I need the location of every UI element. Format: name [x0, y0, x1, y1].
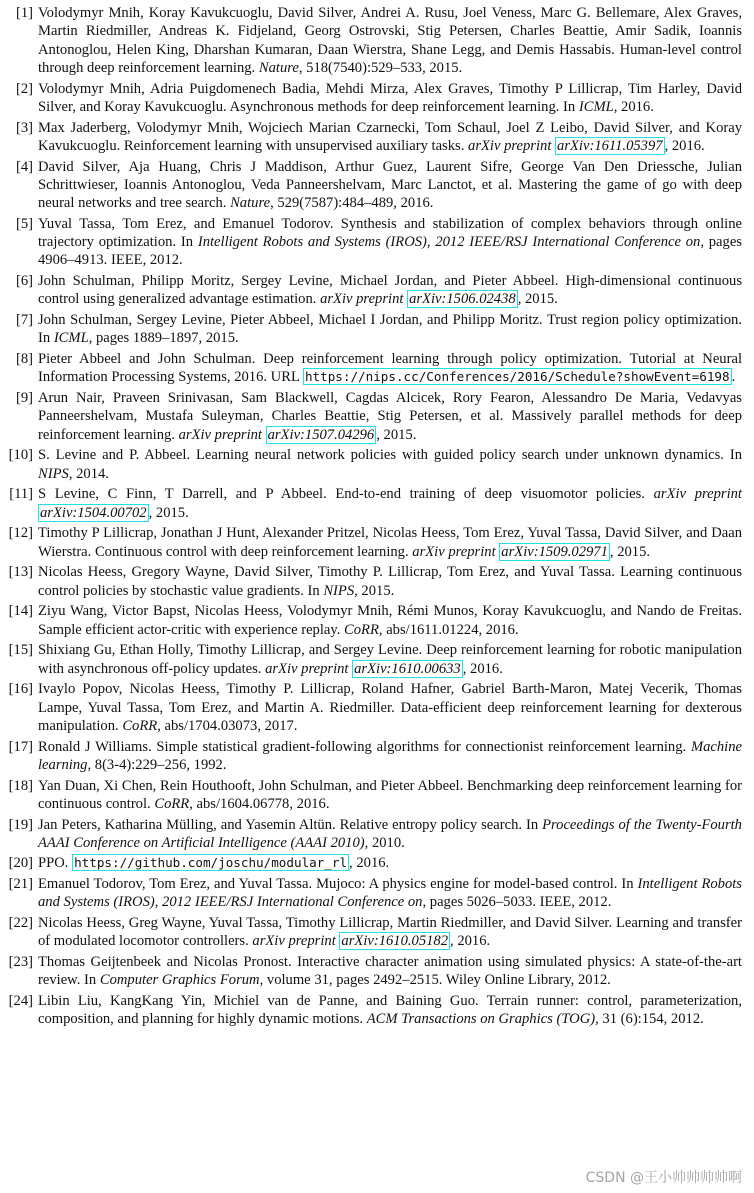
reference-entry — [0, 914, 754, 951]
reference-number: [8] — [15, 351, 33, 368]
reference-text: S Levine, C Finn, T Darrell, and P Abbeel. End-to-end training of deep visuomotor policies. — [38, 486, 654, 503]
reference-italic-text: arXiv preprint — [178, 426, 266, 443]
reference-number: [22] — [8, 915, 33, 932]
reference-number: [24] — [8, 993, 33, 1010]
reference-entry — [0, 80, 754, 117]
reference-text: , 2016. — [450, 933, 491, 950]
reference-text: Volodymyr Mnih, Adria Puigdomenech Badia, Mehdi Mirza, Alex Graves, Timothy P Lillicrap, Tim Harley, David Silver, and Koray Kavukcuoglu. Asynchronous methods for deep reinforcement learning. In — [38, 80, 742, 115]
reference-text: , 2015. — [354, 582, 395, 599]
reference-text: John Schulman, Philipp Moritz, Sergey Levine, Michael Jordan, and Pieter Abbeel. High-dimensional continuous control using generalized advantage estimation. — [38, 273, 742, 308]
reference-number: [23] — [8, 954, 33, 971]
reference-text: PPO. — [38, 855, 73, 872]
reference-entry — [0, 854, 754, 872]
reference-entry — [0, 272, 754, 309]
arxiv-link[interactable]: arXiv:1504.00702 — [40, 504, 147, 521]
reference-text: Yuval Tassa, Tom Erez, and Emanuel Todorov. Synthesis and stabilization of complex behaviors through online trajectory optimization. In — [38, 215, 742, 251]
reference-text: , 529(7587):484–489, 2016. — [270, 195, 434, 212]
reference-text: , 2015. — [148, 504, 189, 521]
reference-number: [14] — [8, 603, 33, 620]
reference-text: , pages 1889–1897, 2015. — [88, 330, 239, 347]
reference-italic-text: CoRR — [344, 621, 379, 638]
reference-italic-text: arXiv preprint — [265, 660, 353, 677]
reference-number: [12] — [8, 525, 33, 542]
reference-text: Max Jaderberg, Volodymyr Mnih, Wojciech Marian Czarnecki, Tom Schaul, Joel Z Leibo, David Silver, and Koray Kavukcuoglu. Reinforcement learning with unsupervised auxiliary tasks. — [38, 119, 742, 154]
arxiv-link[interactable]: arXiv:1506.02438 — [409, 291, 516, 308]
watermark: CSDN @王小帅帅帅帅啊 — [585, 1170, 742, 1186]
reference-text: S. Levine and P. Abbeel. Learning neural network policies with guided policy search under unknown dynamics. In — [38, 447, 742, 464]
url-link[interactable]: https://github.com/joschu/modular_rl — [74, 855, 348, 871]
reference-italic-text: arXiv preprint — [468, 137, 556, 154]
reference-text: David Silver, Aja Huang, Chris J Maddison, Arthur Guez, Laurent Sifre, George Van Den Driessche, Julian Schrittwieser, Ioannis Antonoglou, Veda Panneershelvam, Marc Lanctot, et al. Mastering the game of go with deep neural networks and tree search. — [38, 158, 742, 212]
reference-text: Arun Nair, Praveen Srinivasan, Sam Blackwell, Cagdas Alcicek, Rory Fearon, Alessandro De Maria, Vedavyas Panneershelvam, Mustafa Suleyman, Charles Beattie, Stig Petersen, et al. Massively parallel methods for deep reinforcement learning. — [38, 390, 742, 443]
reference-text: Thomas Geijtenbeek and Nicolas Pronost. Interactive character animation using simulated physics: A state-of-the-art review. In — [38, 954, 742, 989]
reference-entry — [0, 992, 754, 1029]
reference-entry — [0, 563, 754, 600]
reference-number: [21] — [8, 876, 33, 893]
reference-number: [10] — [8, 447, 33, 464]
reference-italic-text: CoRR — [122, 717, 158, 734]
reference-text: Libin Liu, KangKang Yin, Michiel van de Panne, and Baining Guo. Terrain runner: control, parameterization, composition, and planning for highly dynamic motions. — [38, 993, 742, 1028]
reference-italic-text: ICML — [53, 330, 89, 347]
reference-italic-text: arXiv preprint — [412, 543, 500, 560]
reference-entry — [0, 119, 754, 156]
reference-entry — [0, 311, 754, 348]
reference-text: , 2015. — [609, 543, 651, 560]
reference-text: , 8(3-4):229–256, 1992. — [87, 756, 227, 773]
reference-entry — [0, 875, 754, 912]
reference-text: Volodymyr Mnih, Koray Kavukcuoglu, David Silver, Andrei A. Rusu, Joel Veness, Marc G. Bellemare, Alex Graves, Martin Riedmiller, Andreas K. Fidjeland, Georg Ostrovski, Stig Petersen, Charles Beattie, Amir Sadik, Ioannis Antonoglou, Helen King, Dharshan Kumaran, Daan Wierstra, Shane Legg, and Demis Hassabis. Human-level control through deep reinforcement learning. — [38, 5, 742, 76]
reference-italic-text: NIPS — [323, 582, 355, 599]
reference-italic-text: CoRR — [154, 795, 190, 812]
reference-number: [4] — [15, 158, 33, 175]
reference-text: , abs/1704.03073, 2017. — [157, 717, 298, 734]
reference-text: Pieter Abbeel and John Schulman. Deep reinforcement learning through policy optimization. Tutorial at Neural Information Processing Systems, 2016. URL — [38, 351, 742, 386]
reference-text: Nicolas Heess, Greg Wayne, Yuval Tassa, Timothy Lillicrap, Martin Riedmiller, and David Silver. Learning and transfer of modulated locomotor controllers. — [38, 915, 742, 950]
reference-text: , 2016. — [664, 137, 705, 154]
url-link[interactable]: https://nips.cc/Conferences/2016/Schedule?showEvent=6198 — [304, 369, 730, 385]
reference-italic-text: arXiv preprint — [320, 291, 408, 308]
reference-entry — [0, 953, 754, 990]
reference-number: [17] — [8, 738, 33, 755]
reference-text: , volume 31, pages 2492–2515. Wiley Online Library, 2012. — [259, 972, 611, 989]
arxiv-link[interactable]: arXiv:1509.02971 — [501, 543, 608, 560]
reference-number: [2] — [15, 80, 33, 97]
reference-text: , 2010. — [364, 834, 405, 851]
reference-number: [19] — [8, 816, 33, 833]
reference-text: , pages 4906–4913. IEEE, 2012. — [38, 234, 742, 269]
reference-number: [18] — [8, 777, 33, 794]
arxiv-link[interactable]: arXiv:1611.05397 — [557, 137, 663, 154]
reference-text: Jan Peters, Katharina Mülling, and Yasemin Altün. Relative entropy policy search. In — [38, 816, 543, 833]
reference-text: , 2016. — [462, 660, 503, 677]
reference-entry — [0, 158, 754, 213]
reference-text: , pages 5026–5033. IEEE, 2012. — [422, 894, 612, 911]
reference-italic-text: Nature — [230, 195, 271, 212]
reference-italic-text: Machine learning — [38, 738, 742, 773]
reference-text: , abs/1611.01224, 2016. — [378, 621, 519, 638]
reference-text: Ivaylo Popov, Nicolas Heess, Timothy P. Lillicrap, Roland Hafner, Gabriel Barth-Maron, Matej Vecerik, Thomas Lampe, Yuval Tassa, Tom Erez, and Martin A. Riedmiller. Data-efficient deep reinforcement learning for dexterous manipulation. — [38, 681, 742, 734]
reference-number: [3] — [15, 119, 33, 136]
reference-text: , abs/1604.06778, 2016. — [189, 795, 330, 812]
reference-text: , 518(7540):529–533, 2015. — [298, 59, 463, 76]
reference-text: Nicolas Heess, Gregory Wayne, David Silver, Timothy P. Lillicrap, Tom Erez, and Yuval Tassa. Learning continuous control policies by stochastic value gradients. In — [38, 564, 742, 599]
reference-number: [1] — [15, 5, 33, 21]
reference-number: [20] — [8, 855, 33, 872]
reference-entry — [0, 4, 754, 77]
reference-text: Emanuel Todorov, Tom Erez, and Yuval Tassa. Mujoco: A physics engine for model-based control. In — [38, 876, 638, 893]
arxiv-link[interactable]: arXiv:1610.00633 — [354, 660, 461, 677]
arxiv-link[interactable]: arXiv:1610.05182 — [341, 933, 449, 950]
reference-text: , 2014. — [68, 465, 109, 482]
reference-entry — [0, 738, 754, 775]
reference-entry — [0, 777, 754, 814]
reference-text: , 31 (6):154, 2012. — [595, 1011, 704, 1028]
reference-text: , 2016. — [613, 98, 654, 115]
reference-entry — [0, 350, 754, 387]
reference-number: [9] — [15, 390, 33, 407]
reference-text: , 2015. — [517, 291, 558, 308]
reference-entry — [0, 816, 754, 853]
reference-text: , 2015. — [376, 426, 417, 443]
reference-text: Ziyu Wang, Victor Bapst, Nicolas Heess, Volodymyr Mnih, Rémi Munos, Koray Kavukcuoglu, and Nando de Freitas. Sample efficient actor-critic with experience replay. — [38, 603, 742, 638]
reference-entry — [0, 485, 754, 522]
reference-entry — [0, 641, 754, 678]
reference-italic-text: Proceedings of the Twenty-Fourth AAAI Conference on Artificial Intelligence (AAAI 2010) — [38, 816, 742, 851]
reference-entry — [0, 389, 754, 444]
reference-italic-text: NIPS — [38, 465, 69, 482]
reference-italic-text: Computer Graphics Forum — [99, 972, 260, 989]
arxiv-link[interactable]: arXiv:1507.04296 — [267, 426, 375, 443]
reference-italic-text: Intelligent Robots and Systems (IROS), 2012 IEEE/RSJ International Conference on — [197, 234, 701, 251]
reference-number: [16] — [8, 681, 33, 698]
reference-italic-text: arXiv preprint — [653, 486, 742, 503]
reference-entry — [0, 602, 754, 639]
reference-text: John Schulman, Sergey Levine, Pieter Abbeel, Michael I Jordan, and Philipp Moritz. Trust region policy optimization. In — [38, 312, 742, 347]
reference-number: [13] — [8, 564, 33, 581]
reference-text: . — [731, 369, 736, 386]
reference-text: , 2016. — [349, 855, 390, 872]
reference-text: Yan Duan, Xi Chen, Rein Houthooft, John Schulman, and Pieter Abbeel. Benchmarking deep reinforcement learning for continuous control. — [38, 777, 742, 812]
reference-entry — [0, 680, 754, 735]
reference-list — [0, 4, 754, 1031]
reference-entry — [0, 446, 754, 483]
reference-italic-text: ICML — [578, 98, 614, 115]
reference-number: [7] — [15, 312, 33, 329]
reference-italic-text: Nature — [258, 59, 299, 76]
reference-italic-text: arXiv preprint — [252, 933, 340, 950]
reference-number: [6] — [15, 273, 33, 290]
reference-number: [5] — [15, 215, 33, 232]
reference-text: Shixiang Gu, Ethan Holly, Timothy Lillicrap, and Sergey Levine. Deep reinforcement learning for robotic manipulation with asynchronous off-policy updates. — [38, 642, 742, 677]
reference-text: Ronald J Williams. Simple statistical gradient-following algorithms for connectionist reinforcement learning. — [38, 738, 691, 755]
reference-entry — [0, 215, 754, 270]
reference-entry — [0, 524, 754, 561]
reference-italic-text: ACM Transactions on Graphics (TOG) — [366, 1011, 596, 1028]
reference-italic-text: Intelligent Robots and Systems (IROS), 2012 IEEE/RSJ International Conference on — [38, 876, 742, 911]
reference-text: Timothy P Lillicrap, Jonathan J Hunt, Alexander Pritzel, Nicolas Heess, Tom Erez, Yuval Tassa, David Silver, and Daan Wierstra. Continuous control with deep reinforcement learning. — [38, 525, 742, 560]
reference-number: [15] — [8, 642, 33, 659]
reference-number: [11] — [9, 486, 33, 503]
